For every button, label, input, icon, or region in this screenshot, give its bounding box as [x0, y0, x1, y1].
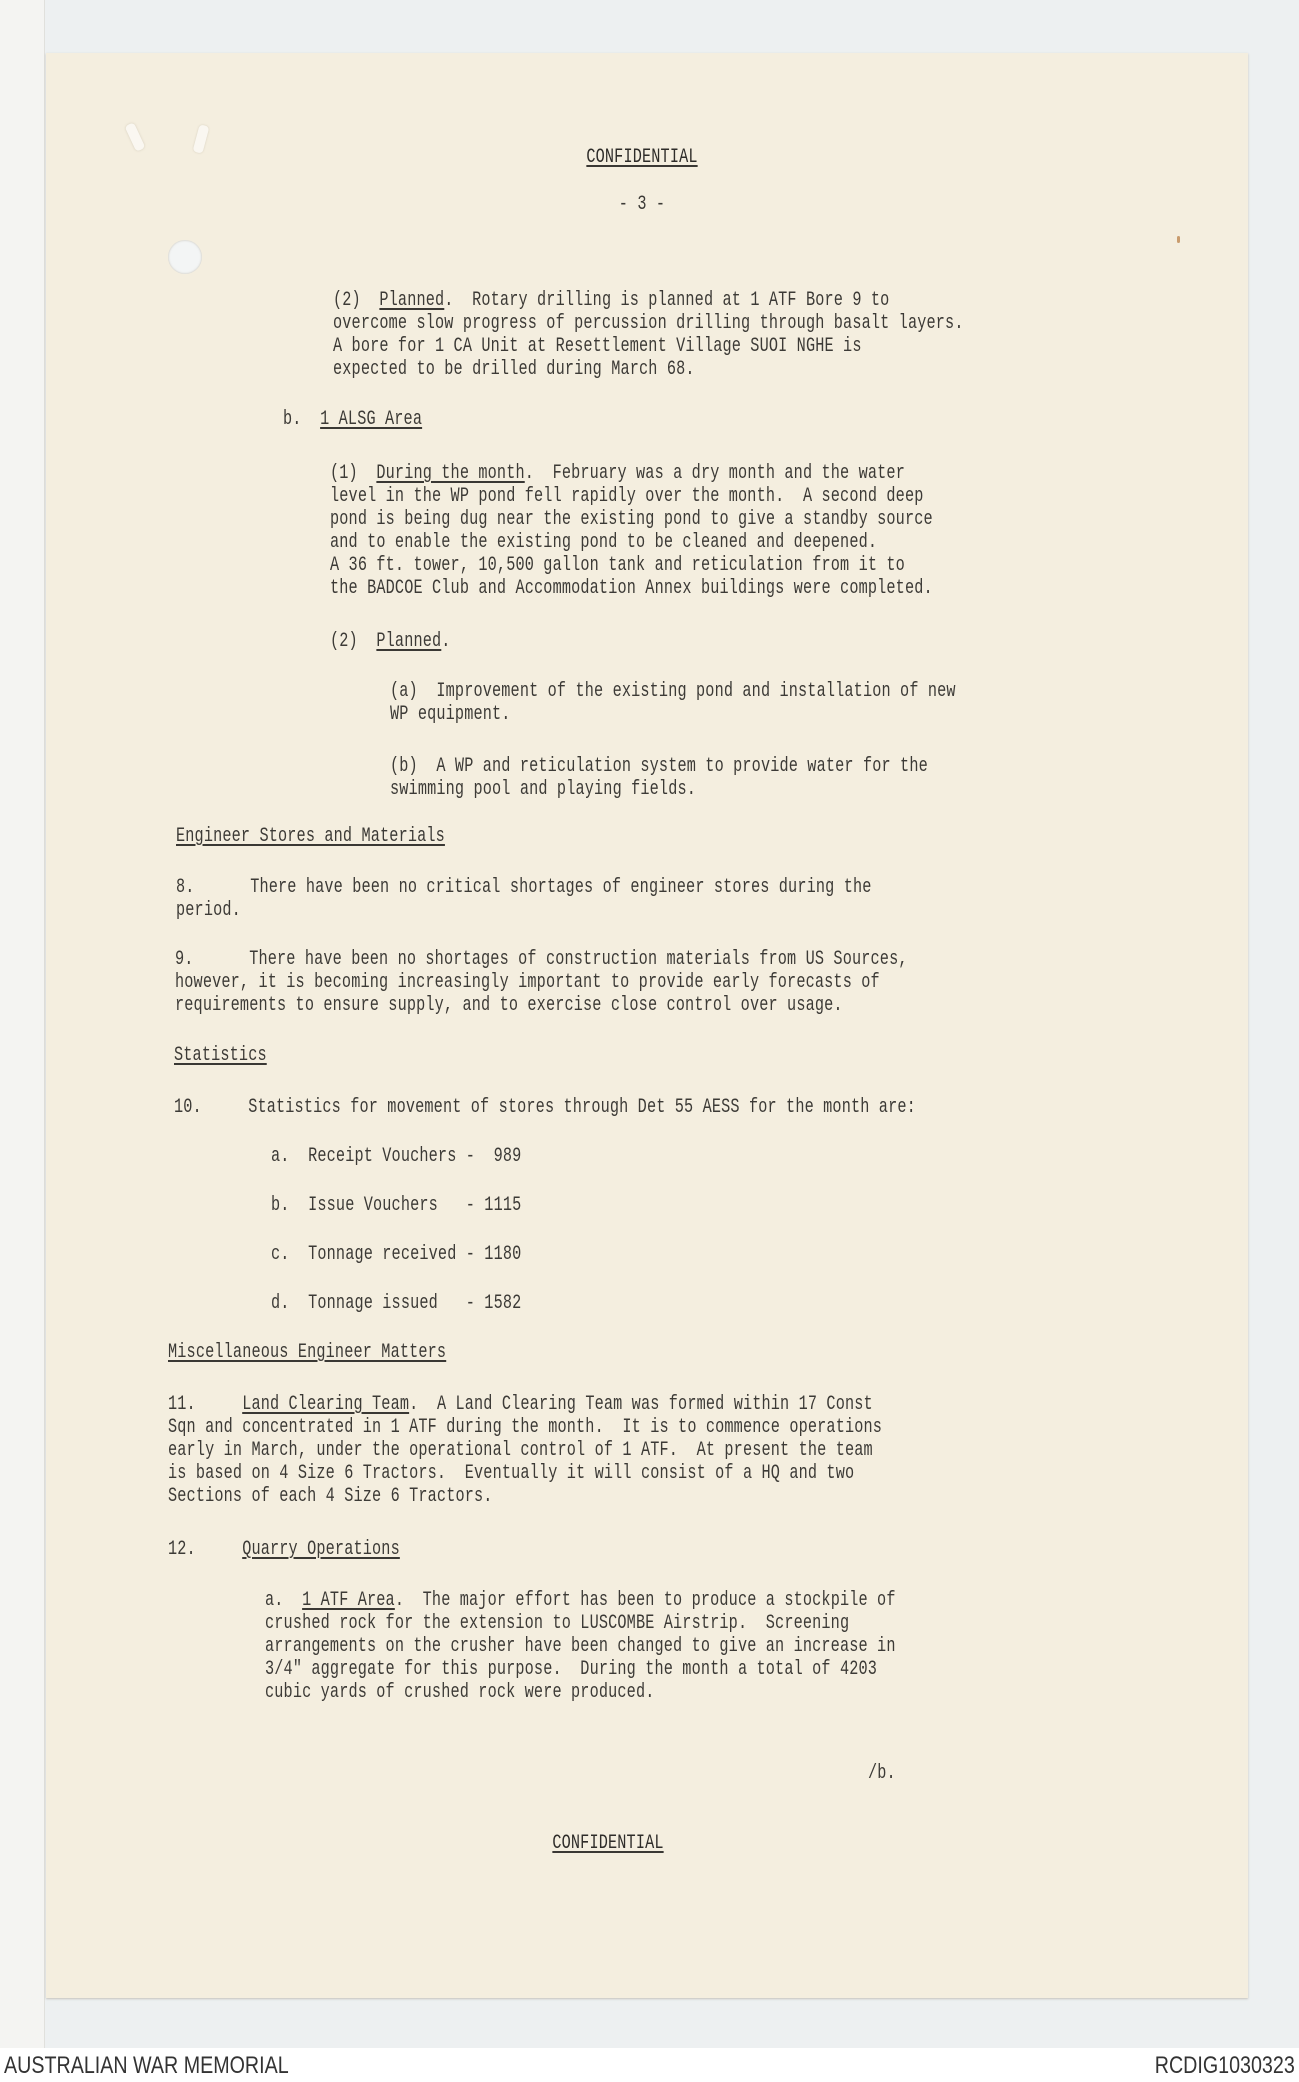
para-a2-line-1: [333, 289, 889, 312]
para-b2-tail: .: [441, 630, 451, 653]
para-10-text: Statistics for movement of stores through Det 55 AESS for the month are:: [248, 1096, 916, 1119]
para-a2-num: (2): [333, 289, 361, 312]
para-b1-line-2: level in the WP pond fell rapidly over the month. A second deep: [330, 485, 924, 508]
archive-id: RCDIG1030323: [1154, 2052, 1295, 2079]
section-b-heading-line: [283, 408, 422, 431]
stat-item-tonnage-received: [271, 1243, 521, 1266]
classification-footer: CONFIDENTIAL: [552, 1832, 664, 1855]
engineer-stores-heading: Engineer Stores and Materials: [176, 825, 445, 848]
stat-value: 1115: [484, 1194, 522, 1217]
scanner-left-strip: [0, 0, 45, 2048]
statistics-heading: Statistics: [174, 1044, 267, 1067]
para-11-heading: Land Clearing Team: [242, 1393, 410, 1416]
para-b2b-line-1: (b) A WP and reticulation system to provide water for the: [390, 755, 928, 778]
para-b1-line-1: [330, 462, 905, 485]
page-number: - 3 -: [618, 193, 666, 216]
para-9-text: There have been no shortages of construction materials from US Sources,: [249, 948, 908, 971]
para-12a-line-1: [265, 1589, 896, 1612]
para-a2-line-2: overcome slow progress of percussion drilling through basalt layers.: [333, 312, 964, 335]
para-8-line-1: [176, 876, 872, 899]
stat-letter: b.: [271, 1194, 290, 1217]
continuation-mark: /b.: [868, 1762, 896, 1785]
stat-item-tonnage-issued: [271, 1292, 521, 1315]
para-12a-letter: a.: [265, 1589, 284, 1612]
para-b1-num: (1): [330, 462, 358, 485]
stat-label: Tonnage issued: [308, 1292, 438, 1315]
para-b1-heading: During the month: [376, 462, 525, 485]
para-9-line-3: requirements to ensure supply, and to exercise close control over usage.: [175, 994, 843, 1017]
para-b2-line: [330, 630, 451, 653]
stat-item-issue-vouchers: [271, 1194, 521, 1217]
para-9-line-1: [175, 948, 908, 971]
punch-hole: [168, 240, 202, 274]
para-a2-line-3: A bore for 1 CA Unit at Resettlement Village SUOI NGHE is: [333, 335, 862, 358]
para-12a-text: . The major effort has been to produce a stockpile of: [394, 1589, 896, 1612]
section-b-letter: b.: [283, 408, 302, 431]
para-12a-line-2: crushed rock for the extension to LUSCOMBE Airstrip. Screening: [265, 1612, 850, 1635]
archive-name: AUSTRALIAN WAR MEMORIAL: [4, 2052, 289, 2079]
stat-value: 1582: [484, 1292, 522, 1315]
stat-label: Issue Vouchers: [308, 1194, 438, 1217]
para-9-num: 9.: [175, 948, 194, 971]
stat-value: 1180: [484, 1243, 522, 1266]
para-b1-text: . February was a dry month and the water: [524, 462, 905, 485]
para-b2a-line-2: WP equipment.: [390, 703, 511, 726]
staple-mark-right: [193, 124, 210, 154]
para-b2b-line-2: swimming pool and playing fields.: [390, 778, 697, 801]
para-10-line: [174, 1096, 916, 1119]
classification-header: CONFIDENTIAL: [586, 146, 698, 169]
para-b1-line-5: A 36 ft. tower, 10,500 gallon tank and reticulation from it to: [330, 554, 905, 577]
paper-speck: [1177, 236, 1180, 243]
para-b1-line-4: and to enable the existing pond to be cleaned and deepened.: [330, 531, 878, 554]
stat-letter: d.: [271, 1292, 290, 1315]
para-a2-heading: Planned: [379, 289, 445, 312]
para-11-text: . A Land Clearing Team was formed within 17 Const: [409, 1393, 873, 1416]
stat-label: Tonnage received: [308, 1243, 457, 1266]
para-11-line-3: early in March, under the operational control of 1 ATF. At present the team: [168, 1439, 873, 1462]
para-8-text: There have been no critical shortages of engineer stores during the: [250, 876, 872, 899]
para-b1-line-6: the BADCOE Club and Accommodation Annex buildings were completed.: [330, 577, 933, 600]
stat-letter: a.: [271, 1145, 290, 1168]
para-11-line-1: [168, 1393, 873, 1416]
para-a2-line-4: expected to be drilled during March 68.: [333, 358, 695, 381]
stat-dash: -: [465, 1194, 476, 1217]
para-b1-line-3: pond is being dug near the existing pond to give a standby source: [330, 508, 933, 531]
para-a2-text: . Rotary drilling is planned at 1 ATF Bore 9 to: [444, 289, 890, 312]
para-12-line: [168, 1538, 400, 1561]
stat-letter: c.: [271, 1243, 290, 1266]
para-12a-heading: 1 ATF Area: [302, 1589, 395, 1612]
stat-dash: -: [465, 1145, 476, 1168]
stat-dash: -: [465, 1243, 476, 1266]
stat-label: Receipt Vouchers: [308, 1145, 457, 1168]
para-9-line-2: however, it is becoming increasingly important to provide early forecasts of: [175, 971, 880, 994]
stat-dash: -: [465, 1292, 476, 1315]
para-12-num: 12.: [168, 1538, 196, 1561]
para-8-line-2: period.: [176, 899, 241, 922]
para-12-heading: Quarry Operations: [242, 1538, 400, 1561]
staple-mark-left: [125, 122, 146, 152]
stat-item-receipt-vouchers: [271, 1145, 521, 1168]
para-b2-heading: Planned: [376, 630, 442, 653]
para-11-num: 11.: [168, 1393, 196, 1416]
para-b2a-line-1: (a) Improvement of the existing pond and installation of new: [390, 680, 956, 703]
para-11-line-5: Sections of each 4 Size 6 Tractors.: [168, 1485, 493, 1508]
para-11-line-2: Sqn and concentrated in 1 ATF during the month. It is to commence operations: [168, 1416, 883, 1439]
para-8-num: 8.: [176, 876, 195, 899]
para-12a-line-5: cubic yards of crushed rock were produced.: [265, 1681, 655, 1704]
stat-value: 989: [493, 1145, 522, 1168]
section-b-heading: 1 ALSG Area: [320, 408, 423, 431]
para-10-num: 10.: [174, 1096, 202, 1119]
para-11-line-4: is based on 4 Size 6 Tractors. Eventually it will consist of a HQ and two: [168, 1462, 855, 1485]
misc-heading: Miscellaneous Engineer Matters: [168, 1341, 447, 1364]
para-b2-num: (2): [330, 630, 358, 653]
para-12a-line-3: arrangements on the crusher have been changed to give an increase in: [265, 1635, 896, 1658]
para-12a-line-4: 3/4" aggregate for this purpose. During the month a total of 4203: [265, 1658, 878, 1681]
